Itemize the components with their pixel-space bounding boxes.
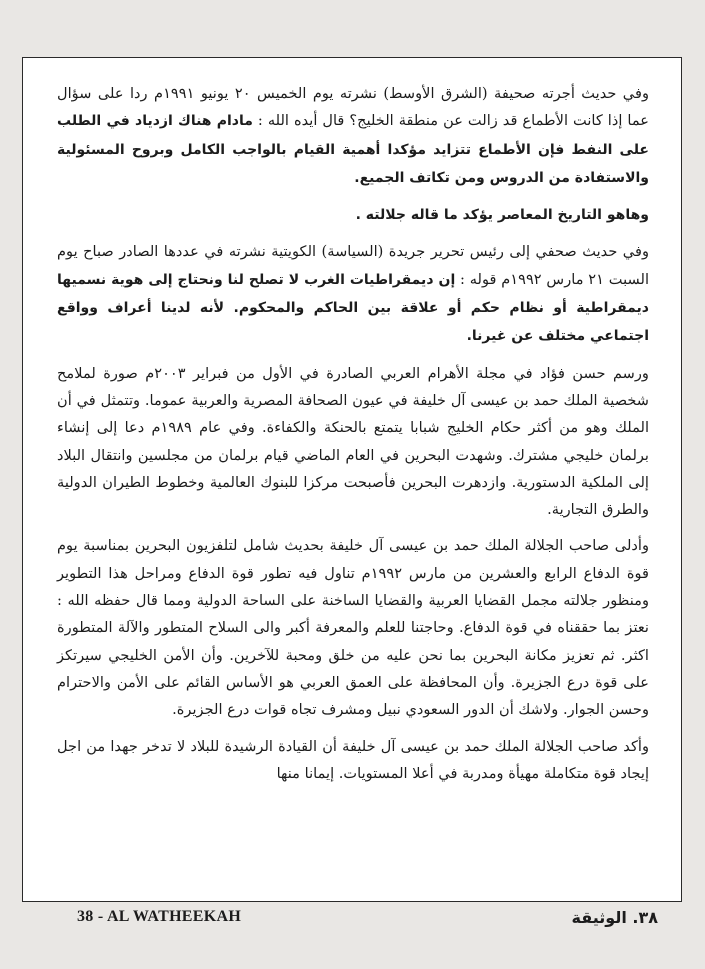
paragraph-3 xyxy=(57,238,649,350)
paragraph-1-quote: مادام هناك ازدياد في الطلب على النفط فإن الأطماع تتزايد مؤكدا أهمية القيام بالواجب الكامل وبروح المسئولية والاستفادة من الدروس ومن تكاتف الجميع. xyxy=(57,113,649,186)
page-footer xyxy=(22,908,682,932)
paragraph-5-text: وأدلى صاحب الجلالة الملك حمد بن عيسى آل خليفة بحديث شامل لتلفزيون البحرين بمناسبة يوم قوة الدفاع الرابع والعشرين من مارس ١٩٩٢م تناول فيه تطور قوة الدفاع ومراحل هذا التطوير ومنظور جلالته مجمل القضايا العربية والقضايا الساخنة على الساحة الدولية ومما قال حفظه الله : نعتز بما حققناه في قوة الدفاع. وحاجتنا للعلم والمعرفة أكبر والى السلاح المتطور والآلة المتطورة اكثر. ثم تعزيز مكانة البحرين بما نحن عليه من خلق ومحبة للآخرين. وأن الأمن الخليجي سيرتكز على قوة درع الجزيرة. وأن المحافظة على العمق العربي هو الأساس القائم على الأمن والاحترام وحسن الجوار. ولاشك أن الدور السعودي نبيل ومشرف تجاه قوات درع الجزيرة. xyxy=(57,537,649,719)
paragraph-1 xyxy=(57,80,649,192)
article-body xyxy=(23,58,681,787)
paragraph-6-text: وأكد صاحب الجلالة الملك حمد بن عيسى آل خليفة أن القيادة الرشيدة للبلاد لا تدخر جهدا من اجل إيجاد قوة متكاملة مهيأة ومدربة في أعلا المستويات. إيمانا منها xyxy=(57,737,649,782)
paragraph-4-text: ورسم حسن فؤاد في مجلة الأهرام العربي الصادرة في الأول من فبراير ٢٠٠٣م صورة لملامح شخصية الملك حمد بن عيسى آل خليفة في عيون الصحافة المصرية والعربية عموما. وتتمثل في أن الملك وهو من أكثر حكام الخليج شبابا يتمتع بالحنكة والكفاءة. وفي عام ١٩٨٩م دعا إلى إنشاء برلمان خليجي مشترك. وشهدت البحرين في العام الماضي قيام برلمان من مجلسين وانتقال البلاد إلى الملكية الدستورية. وازدهرت البحرين فأصبحت مركزا للبنوك العالمية وخطوط الطيران الدولية والطرق التجارية. xyxy=(57,364,650,519)
paragraph-2 xyxy=(57,201,649,229)
paragraph-2-text: وهاهو التاريخ المعاصر يؤكد ما قاله جلالته . xyxy=(355,207,649,224)
paragraph-6 xyxy=(57,733,649,788)
footer-page-number-arabic: ٣٨. الوثيقة xyxy=(571,908,658,927)
paragraph-4 xyxy=(57,360,649,524)
page-frame xyxy=(22,57,682,902)
paragraph-5 xyxy=(57,532,649,723)
paragraph-1-text: وفي حديث أجرته صحيفة (الشرق الأوسط) نشرته يوم الخميس ٢٠ يونيو ١٩٩١م ردا على سؤال عما إذا كانت الأطماع قد زالت عن منطقة الخليج؟ قال أيده الله : xyxy=(57,85,649,130)
paragraph-3-quote: إن ديمقراطيات الغرب لا تصلح لنا ونحتاج إلى هوية نسميها ديمقراطية أو نظام حكم أو علاقة بين الحاكم والمحكوم. لأنه لدينا أعراف وواقع اجتماعي مختلف عن غيرنا. xyxy=(57,271,649,345)
footer-page-number-latin: 38 - AL WATHEEKAH xyxy=(77,908,242,925)
paragraph-3-text: وفي حديث صحفي إلى رئيس تحرير جريدة (السياسة) الكويتية نشرته في عددها الصادر صباح يوم السبت ٢١ مارس ١٩٩٢م قوله : xyxy=(57,243,649,288)
